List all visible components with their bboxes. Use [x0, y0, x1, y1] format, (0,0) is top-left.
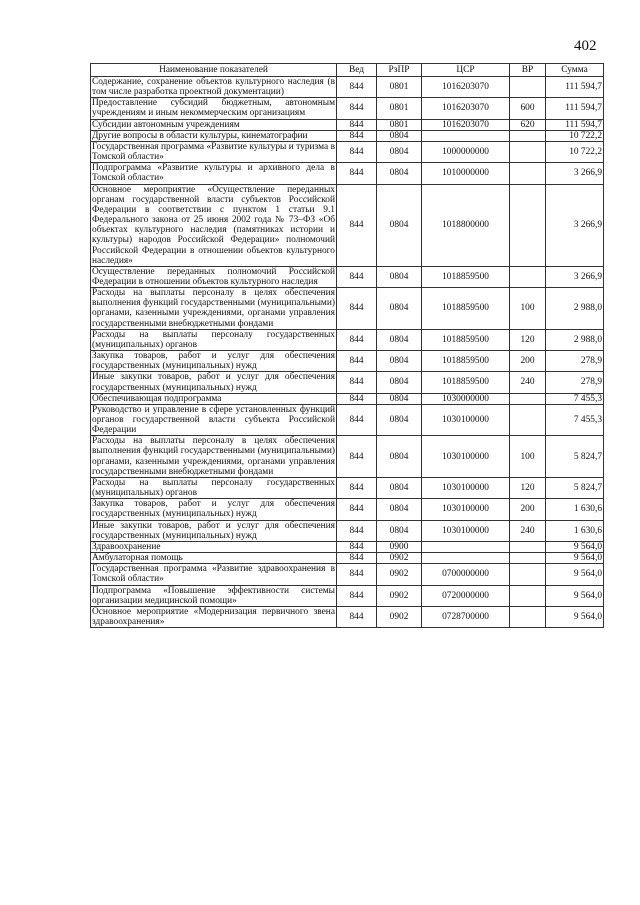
cell-ved: 844	[337, 98, 377, 119]
cell-ved: 844	[337, 141, 377, 162]
cell-rzpr: 0902	[377, 564, 422, 585]
cell-ved: 844	[337, 499, 377, 520]
cell-vr: 240	[510, 372, 546, 393]
table-row	[91, 288, 604, 330]
cell-csr: 1030100000	[422, 436, 510, 478]
table-row	[91, 393, 604, 404]
cell-rzpr: 0804	[377, 436, 422, 478]
cell-name: Расходы на выплаты персоналу в целях обеспечения выполнения функций государственными (муниципальными) органами, казенными учреждениями, органами управления государственными внебюджетными фондами	[92, 288, 335, 329]
table-header-row	[91, 64, 604, 77]
cell-name: Содержание, сохранение объектов культурного наследия (в том числе разработка проектной документации)	[92, 77, 335, 98]
cell-ved: 844	[337, 372, 377, 393]
budget-table	[90, 63, 604, 628]
cell-ved: 844	[337, 288, 377, 330]
cell-rzpr: 0804	[377, 266, 422, 287]
cell-sum: 1 630,6	[546, 499, 604, 520]
cell-csr: 1030100000	[422, 499, 510, 520]
cell-name: Подпрограмма «Развитие культуры и архивного дела в Томской области»	[92, 163, 335, 184]
cell-rzpr: 0804	[377, 130, 422, 141]
cell-name: Основное мероприятие «Осуществление переданных органам государственной власти субъектов Российской Федерации в соответствии с пунктом 1 статьи 9.1 Федерального закона от 25 июня 2002 года № 73–ФЗ «Об объектах культурного наследия (памятниках истории и культуры) народов Российской Федерации» полномочий Российской Федерации в отношении объектов культурного наследия»	[92, 184, 335, 266]
header-ved: Вед	[337, 64, 377, 77]
cell-ved: 844	[337, 329, 377, 350]
cell-csr: 1016203070	[422, 77, 510, 98]
cell-vr	[510, 163, 546, 184]
cell-vr	[510, 77, 546, 98]
cell-rzpr: 0804	[377, 329, 422, 350]
cell-csr: 0720000000	[422, 585, 510, 606]
cell-rzpr: 0801	[377, 98, 422, 119]
cell-rzpr: 0902	[377, 585, 422, 606]
cell-name: Руководство и управление в сфере установленных функций органов государственной власти субъекта Российской Федерации	[92, 404, 335, 436]
cell-name: Государственная программа «Развитие культуры и туризма в Томской области»	[92, 141, 335, 163]
cell-csr: 1018859500	[422, 372, 510, 393]
cell-csr: 1018859500	[422, 288, 510, 330]
cell-sum: 3 266,9	[546, 184, 604, 266]
cell-ved: 844	[337, 130, 377, 141]
cell-sum: 7 455,3	[546, 393, 604, 404]
cell-ved: 844	[337, 163, 377, 184]
cell-rzpr: 0804	[377, 393, 422, 404]
cell-name: Закупка товаров, работ и услуг для обеспечения государственных (муниципальных) нужд	[92, 351, 335, 372]
cell-name: Обеспечивающая подпрограмма	[91, 393, 337, 404]
cell-ved: 844	[337, 436, 377, 478]
cell-csr	[422, 541, 510, 552]
cell-csr: 1030000000	[422, 393, 510, 404]
cell-name: Предоставление субсидий бюджетным, автономным учреждениям и иным некоммерческим организациям	[92, 98, 335, 119]
cell-ved: 844	[337, 606, 377, 627]
cell-ved: 844	[337, 585, 377, 606]
table-row	[91, 163, 604, 184]
cell-name: Государственная программа «Развитие здравоохранения в Томской области»	[92, 564, 335, 585]
cell-sum: 9 564,0	[546, 606, 604, 627]
cell-csr	[422, 130, 510, 141]
header-csr: ЦСР	[422, 64, 510, 77]
cell-sum: 2 988,0	[546, 329, 604, 350]
table-row	[91, 404, 604, 435]
cell-rzpr: 0804	[377, 351, 422, 372]
cell-sum: 111 594,7	[546, 119, 604, 130]
table-row	[91, 520, 604, 541]
cell-rzpr: 0804	[377, 520, 422, 541]
cell-csr	[422, 553, 510, 564]
cell-ved: 844	[337, 541, 377, 552]
cell-vr: 620	[510, 119, 546, 130]
table-row	[91, 585, 604, 606]
cell-ved: 844	[337, 77, 377, 98]
cell-vr	[510, 585, 546, 606]
header-rzpr: РзПР	[377, 64, 422, 77]
cell-ved: 844	[337, 351, 377, 372]
cell-name: Другие вопросы в области культуры, кинематографии	[91, 130, 337, 141]
cell-vr: 100	[510, 436, 546, 478]
cell-vr: 600	[510, 98, 546, 119]
cell-vr	[510, 184, 546, 266]
table-row	[91, 98, 604, 119]
table-row	[91, 119, 604, 130]
table-row	[91, 266, 604, 287]
cell-sum: 9 564,0	[546, 541, 604, 552]
table-row	[91, 372, 604, 393]
cell-sum: 111 594,7	[546, 77, 604, 98]
table-row	[91, 184, 604, 266]
cell-vr: 200	[510, 499, 546, 520]
cell-csr: 1016203070	[422, 119, 510, 130]
cell-vr	[510, 541, 546, 552]
cell-csr: 1018859500	[422, 329, 510, 350]
cell-csr: 0700000000	[422, 564, 510, 585]
cell-csr: 1000000000	[422, 141, 510, 162]
cell-vr	[510, 393, 546, 404]
cell-sum: 9 564,0	[546, 585, 604, 606]
header-name: Наименование показателей	[91, 64, 337, 77]
table-row	[91, 77, 604, 98]
cell-rzpr: 0900	[377, 541, 422, 552]
cell-sum: 9 564,0	[546, 564, 604, 585]
cell-ved: 844	[337, 393, 377, 404]
cell-name: Подпрограмма «Повышение эффективности системы организации медицинской помощи»	[92, 585, 335, 606]
cell-rzpr: 0804	[377, 477, 422, 498]
cell-csr: 1016203070	[422, 98, 510, 119]
cell-csr: 1030100000	[422, 520, 510, 541]
header-vr: ВР	[510, 64, 546, 77]
table-row	[91, 499, 604, 520]
cell-ved: 844	[337, 553, 377, 564]
header-sum: Сумма	[546, 64, 604, 77]
cell-sum: 1 630,6	[546, 520, 604, 541]
table-row	[91, 351, 604, 372]
cell-name: Расходы на выплаты персоналу в целях обеспечения выполнения функций государственными (муниципальными) органами, казенными учреждениями, органами управления государственными внебюджетными фондами	[92, 436, 335, 477]
table-row	[91, 130, 604, 141]
cell-name: Закупка товаров, работ и услуг для обеспечения государственных (муниципальных) нужд	[92, 499, 335, 520]
cell-csr: 1018859500	[422, 266, 510, 287]
cell-ved: 844	[337, 477, 377, 498]
cell-rzpr: 0801	[377, 77, 422, 98]
table-row	[91, 606, 604, 627]
cell-vr	[510, 564, 546, 585]
cell-csr: 1030100000	[422, 477, 510, 498]
cell-vr	[510, 606, 546, 627]
table-row	[91, 553, 604, 564]
cell-csr: 0728700000	[422, 606, 510, 627]
cell-name: Осуществление переданных полномочий Российской Федерации в отношении объектов культурного наследия	[92, 266, 335, 287]
cell-csr: 1030100000	[422, 404, 510, 435]
cell-rzpr: 0902	[377, 606, 422, 627]
cell-vr: 120	[510, 329, 546, 350]
cell-name: Основное мероприятие «Модернизация первичного звена здравоохранения»	[92, 606, 335, 627]
cell-sum: 111 594,7	[546, 98, 604, 119]
cell-rzpr: 0804	[377, 404, 422, 435]
cell-sum: 2 988,0	[546, 288, 604, 330]
cell-vr: 120	[510, 477, 546, 498]
cell-csr: 1018859500	[422, 351, 510, 372]
table-row	[91, 541, 604, 552]
cell-csr: 1010000000	[422, 163, 510, 184]
cell-rzpr: 0801	[377, 119, 422, 130]
cell-ved: 844	[337, 184, 377, 266]
table-row	[91, 564, 604, 585]
table-row	[91, 436, 604, 478]
cell-vr: 100	[510, 288, 546, 330]
table-row	[91, 141, 604, 162]
cell-ved: 844	[337, 119, 377, 130]
cell-sum: 9 564,0	[546, 553, 604, 564]
cell-csr: 1018800000	[422, 184, 510, 266]
cell-rzpr: 0902	[377, 553, 422, 564]
cell-vr	[510, 553, 546, 564]
cell-vr	[510, 141, 546, 162]
cell-sum: 10 722,2	[546, 141, 604, 162]
cell-ved: 844	[337, 564, 377, 585]
page-number: 402	[574, 38, 597, 54]
cell-ved: 844	[337, 266, 377, 287]
cell-sum: 7 455,3	[546, 404, 604, 435]
cell-rzpr: 0804	[377, 372, 422, 393]
cell-sum: 3 266,9	[546, 266, 604, 287]
cell-name: Здравоохранение	[91, 541, 337, 552]
table-row	[91, 329, 604, 350]
cell-name: Субсидии автономным учреждениям	[91, 119, 337, 130]
cell-sum: 278,9	[546, 372, 604, 393]
cell-name: Иные закупки товаров, работ и услуг для обеспечения государственных (муниципальных) нужд	[92, 520, 335, 541]
table-row	[91, 477, 604, 498]
cell-name: Иные закупки товаров, работ и услуг для обеспечения государственных (муниципальных) нужд	[92, 372, 335, 393]
cell-name: Расходы на выплаты персоналу государственных (муниципальных) органов	[92, 477, 335, 499]
cell-ved: 844	[337, 404, 377, 435]
cell-vr	[510, 404, 546, 435]
cell-name: Расходы на выплаты персоналу государственных (муниципальных) органов	[92, 329, 335, 350]
cell-sum: 5 824,7	[546, 477, 604, 498]
cell-rzpr: 0804	[377, 141, 422, 162]
cell-rzpr: 0804	[377, 288, 422, 330]
cell-name: Амбулаторная помощь	[91, 553, 337, 564]
cell-sum: 278,9	[546, 351, 604, 372]
cell-rzpr: 0804	[377, 163, 422, 184]
cell-vr	[510, 130, 546, 141]
cell-vr	[510, 266, 546, 287]
cell-vr: 200	[510, 351, 546, 372]
cell-sum: 3 266,9	[546, 163, 604, 184]
cell-rzpr: 0804	[377, 184, 422, 266]
cell-rzpr: 0804	[377, 499, 422, 520]
cell-ved: 844	[337, 520, 377, 541]
cell-sum: 5 824,7	[546, 436, 604, 478]
cell-vr: 240	[510, 520, 546, 541]
cell-sum: 10 722,2	[546, 130, 604, 141]
